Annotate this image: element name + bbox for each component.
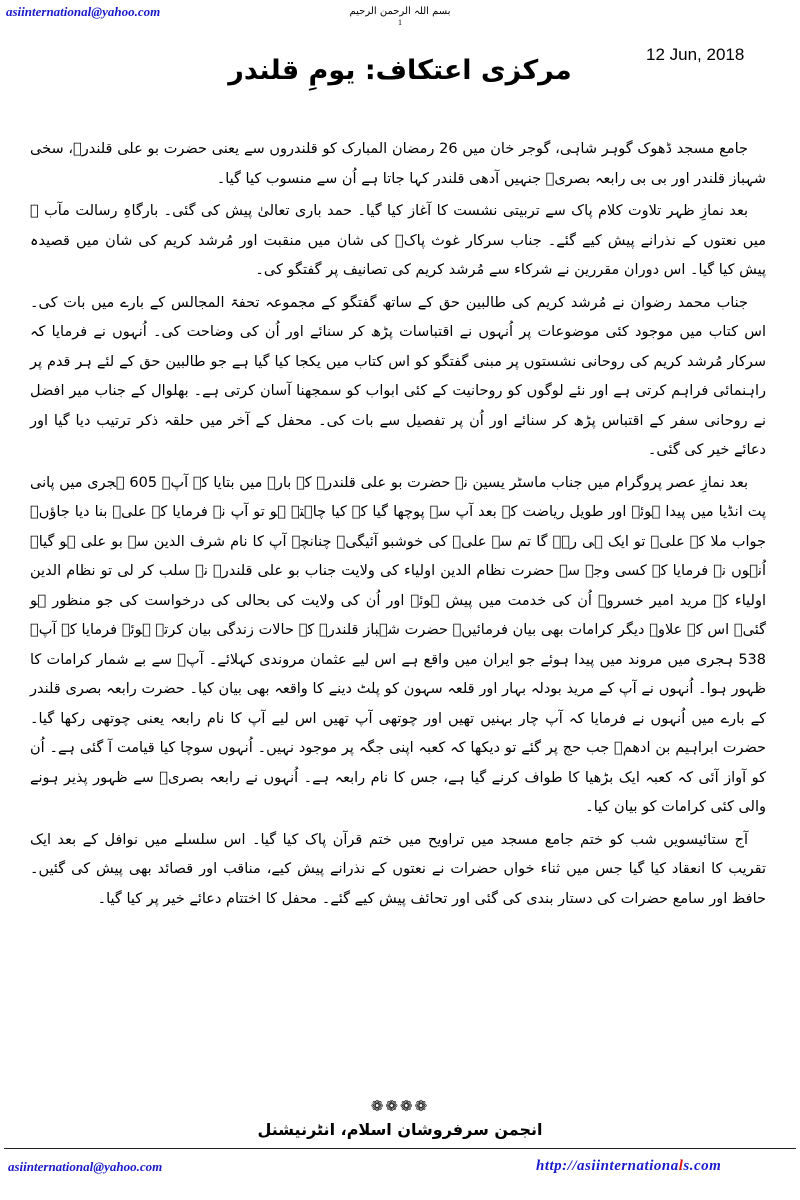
organization-name: انجمن سرفروشان اسلام، انٹرنیشنل	[257, 1120, 543, 1139]
paragraph-1: جامع مسجد ڈھوک گوہر شاہی، گوجر خان میں 26 رمضان المبارک کو قلندروں سے یعنی حضرت بو علی قلندرؒ، سخی شہباز قلندر اور بی بی رابعہ بصریؒ جنہیں آدھی قلندر کہا جاتا ہے اُن سے منسوب کیا گیا۔	[30, 141, 766, 187]
website-link[interactable]	[536, 1158, 721, 1175]
article-body	[30, 135, 766, 917]
paragraph-4: بعد نمازِ عصر پروگرام میں جناب ماسٹر یسین نے حضرت بو علی قلندرؒ کے بارے میں بتایا کہ آپؒ 605 ہجری میں پانی پت انڈیا میں پیدا ہوئے اور طویل ریاضت کے بعد آپ سے پوچھا گیا کہ کیا چاہتے ہو تو آپ نے فرمایا کہ علیؑ بنا دیا جاؤں۔ جواب ملا کہ علیؑ تو ایک ہی رہے گا تم سے علیؑ کی خوشبو آئیگی۔ چنانچہ آپ کا نام شرف الدین سے بو علی ہو گیا۔ اُنہوں نے فرمایا کہ کسی وجہ سے حضرت نظام الدین اولیاء کی ولایت جناب بو علی قلندرؒ نے سلب کر لی تو نظام الدین اولیاء کے مرید امیر خسروؒ اُن کی خدمت میں پیش ہوئے اور اُن کی ولایت کی بحالی کی درخواست کی جو منظور ہو گئی۔ اس کے علاوہ دیگر کرامات بھی بیان فرمائیں۔ حضرت شہباز قلندرؒ کے حالات زندگی بیان کرتے ہوئے فرمایا کہ آپؒ 538 ہجری میں مروند میں پیدا ہوئے جو ایران میں واقع ہے اس لیے عثمان مروندی کہلائے۔ آپؒ سے بے شمار کرامات کا ظہور ہوا۔ اُنہوں نے آپ کے مرید بودلہ بہار اور قلعہ سہون کو پلٹ دینے کا واقعہ بھی بیان کیا۔ حضرت رابعہ بصری قلندر کے بارے میں اُنہوں نے فرمایا کہ آپ چار بہنیں تھیں اور چوتھی آپ تھیں اس لیے آپ کا نام رابعہ یعنی چوتھی رکھا گیا۔ حضرت ابراہیم بن ادھمؒ جب حج پر گئے تو دیکھا کہ کعبہ اپنی جگہ پر موجود نہیں۔ اُنہوں سوچا کیا قیامت آ گئی ہے۔ اُن کو آواز آئی کہ کعبہ ایک بڑھیا کا طواف کرنے گیا ہے، جس کا نام رابعہ ہے۔ اُنہوں نے رابعہ بصریؒ سے ظہور پذیر ہونے والی کئی کرامات کو بیان کیا۔	[30, 474, 766, 815]
paragraph-3: جناب محمد رضوان نے مُرشد کریم کی طالبین حق کے ساتھ گفتگو کے مجموعہ تحفۃ المجالس کے بارے میں بات کی۔ اس کتاب میں موجود کئی موضوعات پر اُنہوں نے اقتباسات پڑھ کر سنائے اور اُن کی وضاحت کی۔ اُنہوں نے فرمایا کہ سرکار مُرشد کریم کی روحانی نشستوں پر مبنی گفتگو کو اس کتاب میں یکجا کیا گیا ہے جو طالبین حق کے لئے ہر قدم پر راہنمائی فراہم کرتی ہے اور نئے لوگوں کو روحانیت کے کئی ابواب کو سمجھنا آسان کرتی ہے۔ بھلوال کے جناب میر افضل نے روحانی سفر کے اقتباس پڑھ کر سنائے اور اُن پر تفصیل سے بات کی۔ محفل کے آخر میں حلقہ ذکر ترتیب دیا گیا اور دعائے خیر کی گئی۔	[30, 294, 766, 458]
article-date: 12 Jun, 2018	[646, 45, 745, 64]
ornament-stars: ❁❁❁❁	[370, 1097, 430, 1115]
paragraph-2: بعد نمازِ ظہر تلاوت کلام پاک سے تربیتی نشست کا آغاز کیا گیا۔ حمد باری تعالیٰ پیش کی گئی۔ بارگاہِ رسالت مآب ﷺ میں نعتوں کے نذرانے پیش کیے گئے۔ جناب سرکار غوث پاکؒ کی شان میں منقبت اور مُرشد کریم کی شان میں قصیدہ پیش کیا گیا۔ اس دوران مقررین نے شرکاء سے مُرشد کریم کی تصانیف پر گفتگو کی۔	[30, 203, 766, 278]
url-prefix: http://asiinternationa	[536, 1158, 679, 1174]
paragraph-5: آج ستائیسویں شب کو ختم جامع مسجد میں تراویح میں ختم قرآن پاک کیا گیا۔ اس سلسلے میں نوافل کے بعد ایک تقریب کا انعقاد کیا گیا جس میں ثناء خواں حضرات نے نعتوں کے نذرانے پیش کیے، مناقب اور قصائد بھی پیش کی گئیں۔ حافظ اور سامع حضرات کی دستار بندی کی گئی اور تحائف پیش کیے گئے۔ محفل کا اختتام دعائے خیر پر کیا گیا۔	[30, 831, 766, 907]
footer-email[interactable]: asiinternational@yahoo.com	[8, 1159, 163, 1174]
bismillah: بسم اللہ الرحمن الرحیم	[349, 6, 451, 17]
article-title: مرکزی اعتکاف: یومِ قلندر	[228, 55, 572, 86]
url-highlight: l	[678, 1158, 684, 1174]
header-email[interactable]: asiinternational@yahoo.com	[6, 4, 161, 19]
page-number: 1	[398, 18, 402, 27]
footer-divider	[4, 1148, 796, 1149]
url-suffix: s.com	[683, 1158, 722, 1174]
